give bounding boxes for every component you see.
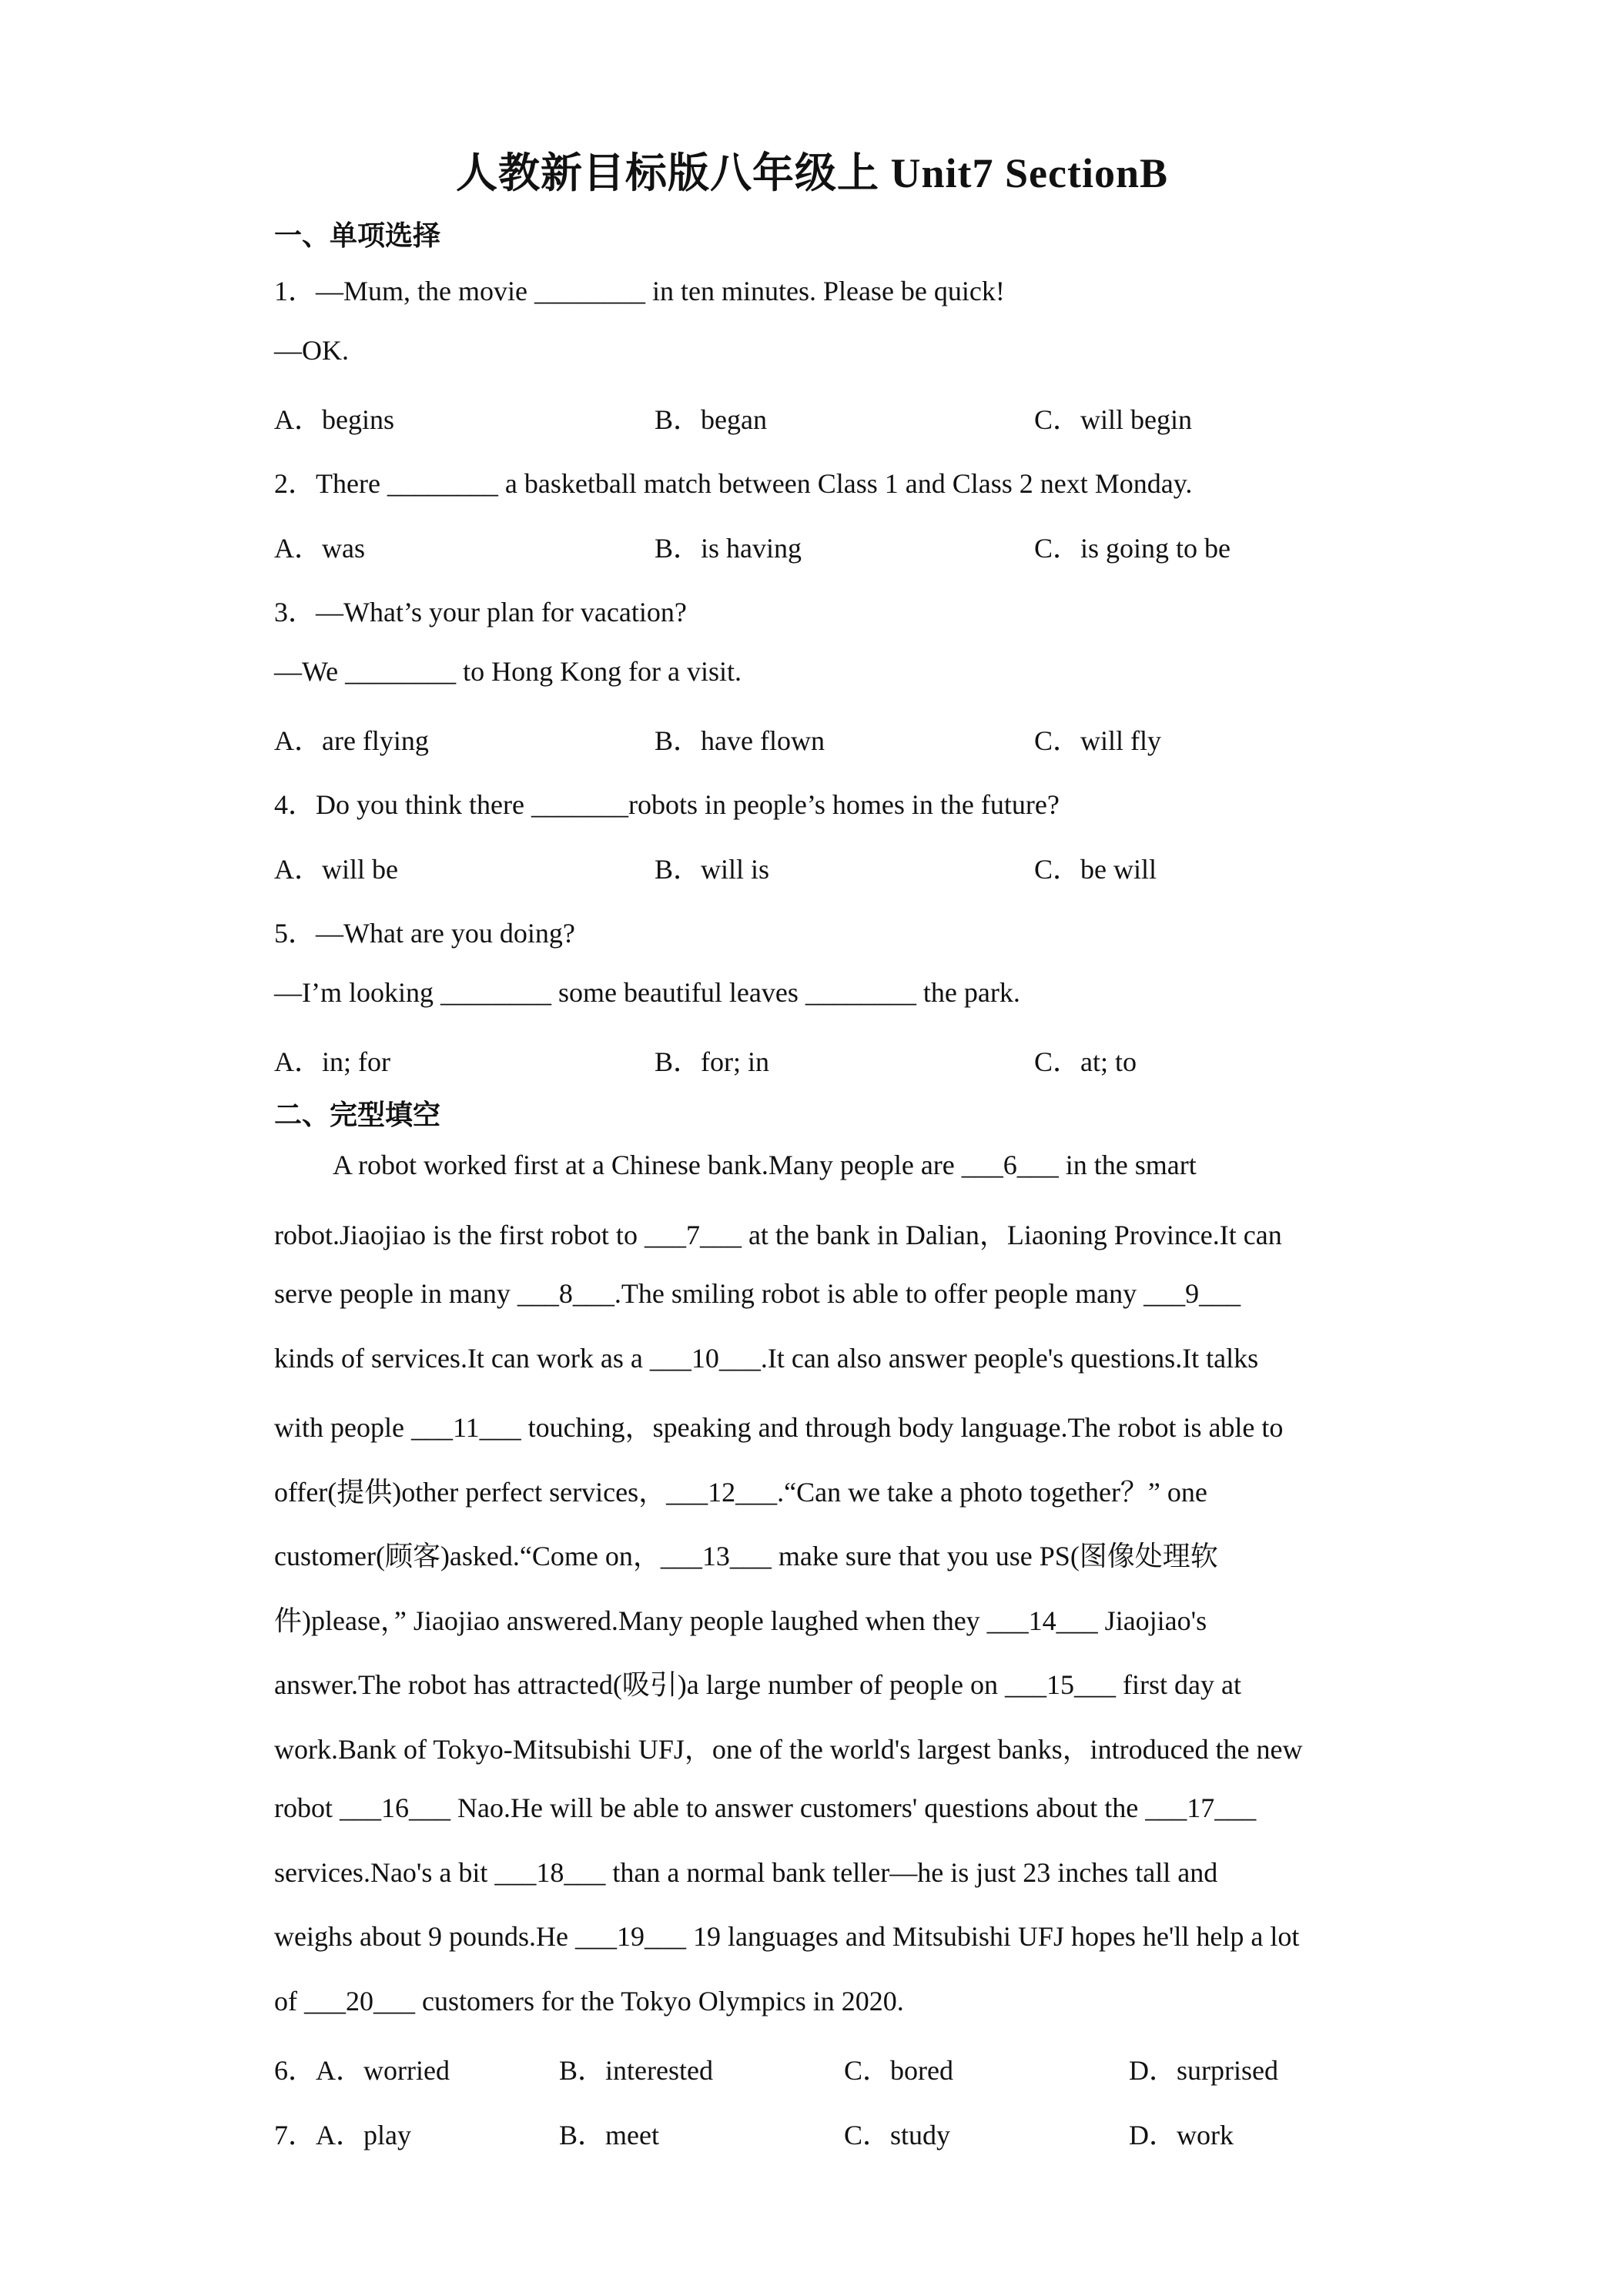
cloze-7-number: 7． <box>274 2120 316 2150</box>
question-2-stem: 2．There ________ a basketball match between Class 1 and Class 2 next Monday. <box>274 468 1193 499</box>
question-5-option-c[interactable]: C．at; to <box>1034 1046 1137 1077</box>
section-heading-cloze: 二、完型填空 <box>274 1099 441 1131</box>
question-3-stem: 3．—What’s your plan for vacation? <box>274 597 687 628</box>
passage-line-10: work.Bank of Tokyo-Mitsubishi UFJ，one of the world's largest banks，introduced the new <box>274 1734 1303 1765</box>
question-4-option-a[interactable]: A．will be <box>274 854 398 885</box>
cloze-6-option-b[interactable]: B．interested <box>559 2055 713 2086</box>
passage-line-14: of ___20___ customers for the Tokyo Olympics in 2020. <box>274 1986 904 2017</box>
section-heading-single-choice: 一、单项选择 <box>274 220 441 252</box>
question-3-option-b[interactable]: B．have flown <box>655 725 825 756</box>
passage-line-4: kinds of services.It can work as a ___10___.It can also answer people's questions.It talks <box>274 1343 1259 1374</box>
question-4-option-c[interactable]: C．be will <box>1034 854 1157 885</box>
cloze-6-option-a[interactable]: A．worried <box>316 2055 450 2086</box>
question-4-option-b[interactable]: B．will is <box>655 854 770 885</box>
passage-line-11: robot ___16___ Nao.He will be able to answer customers' questions about the ___17___ <box>274 1792 1257 1823</box>
question-5-reply: —I’m looking ________ some beautiful leaves ________ the park. <box>274 977 1020 1008</box>
cloze-7-option-d[interactable]: D．work <box>1129 2120 1234 2150</box>
question-3-option-c[interactable]: C．will fly <box>1034 725 1162 756</box>
passage-line-6: offer(提供)other perfect services，___12___.“Can we take a photo together？” one <box>274 1477 1207 1508</box>
question-1-option-a[interactable]: A．begins <box>274 404 394 435</box>
cloze-7-option-c[interactable]: C．study <box>844 2120 951 2150</box>
passage-line-1: A robot worked first at a Chinese bank.Many people are ___6___ in the smart <box>333 1150 1197 1180</box>
passage-line-7: customer(顾客)asked.“Come on，___13___ make sure that you use PS(图像处理软 <box>274 1541 1218 1571</box>
question-2-option-b[interactable]: B．is having <box>655 533 802 564</box>
cloze-6-option-c[interactable]: C．bored <box>844 2055 953 2086</box>
passage-line-8: 件)please，” Jiaojiao answered.Many people laughed when they ___14___ Jiaojiao's <box>274 1605 1207 1636</box>
question-5-option-a[interactable]: A．in; for <box>274 1046 390 1077</box>
question-3-reply: —We ________ to Hong Kong for a visit. <box>274 656 742 687</box>
cloze-6-number: 6． <box>274 2055 316 2086</box>
question-1-option-c[interactable]: C．will begin <box>1034 404 1192 435</box>
passage-line-3: serve people in many ___8___.The smiling robot is able to offer people many ___9___ <box>274 1278 1241 1309</box>
question-1-reply: —OK. <box>274 335 349 366</box>
question-1-stem: 1．—Mum, the movie ________ in ten minutes. Please be quick! <box>274 276 1005 306</box>
question-2-option-c[interactable]: C．is going to be <box>1034 533 1231 564</box>
passage-line-5: with people ___11___ touching，speaking and through body language.The robot is able to <box>274 1412 1284 1443</box>
cloze-7-option-b[interactable]: B．meet <box>559 2120 659 2150</box>
question-2-option-a[interactable]: A．was <box>274 533 365 564</box>
cloze-7-option-a[interactable]: A．play <box>316 2120 411 2150</box>
question-5-stem: 5．—What are you doing? <box>274 918 575 949</box>
passage-line-9: answer.The robot has attracted(吸引)a large number of people on ___15___ first day at <box>274 1669 1241 1700</box>
question-1-option-b[interactable]: B．began <box>655 404 767 435</box>
passage-line-12: services.Nao's a bit ___18___ than a normal bank teller—he is just 23 inches tall and <box>274 1857 1218 1888</box>
page-title: 人教新目标版八年级上 Unit7 SectionB <box>455 150 1169 196</box>
question-4-stem: 4．Do you think there _______robots in people’s homes in the future? <box>274 789 1060 820</box>
question-3-option-a[interactable]: A．are flying <box>274 725 429 756</box>
cloze-6-option-d[interactable]: D．surprised <box>1129 2055 1278 2086</box>
question-5-option-b[interactable]: B．for; in <box>655 1046 769 1077</box>
passage-line-13: weighs about 9 pounds.He ___19___ 19 languages and Mitsubishi UFJ hopes he'll help a lot <box>274 1921 1300 1952</box>
passage-line-2: robot.Jiaojiao is the first robot to ___7___ at the bank in Dalian，Liaoning Province.It can <box>274 1220 1282 1250</box>
